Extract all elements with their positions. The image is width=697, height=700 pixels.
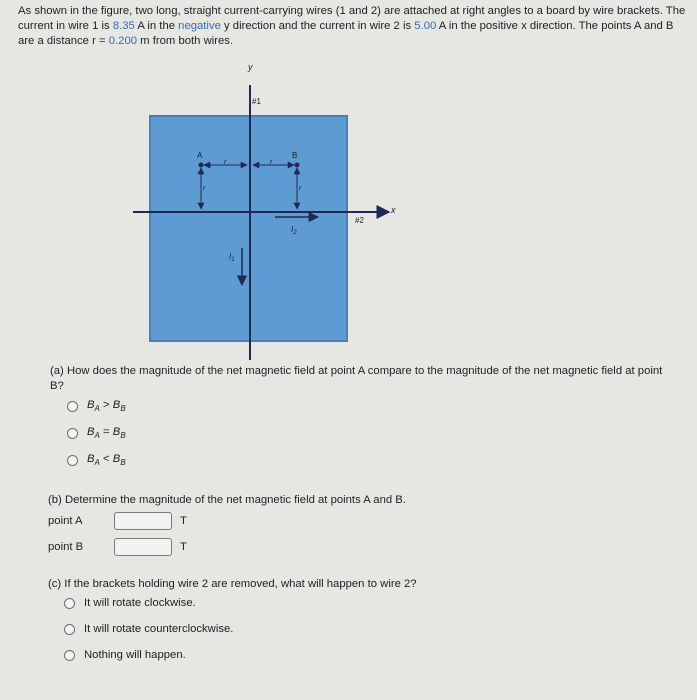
part-a-question: (a) How does the magnitude of the net magnetic field at point A compare to the magnitude of the net magnetic field at point B? xyxy=(50,365,663,392)
option-label: $B_A = B_B$ xyxy=(87,426,126,440)
option-label: $B_A > B_B$ xyxy=(87,399,126,413)
x-axis-label: x xyxy=(391,205,396,215)
board xyxy=(150,116,347,341)
current-wire-2: 5.00 xyxy=(414,20,437,32)
part-c-question: (c) If the brackets holding wire 2 are removed, what will happen to wire 2? xyxy=(48,578,417,590)
problem-text-4: A in the positive x direction. The points A and B are a distance r = xyxy=(18,20,674,47)
option-label: Nothing will happen. xyxy=(84,649,186,661)
radio-button[interactable] xyxy=(64,650,75,661)
point-a-label: A xyxy=(197,151,203,160)
problem-text-2: A in the xyxy=(134,20,179,32)
point-b-answer-label: point B xyxy=(48,541,84,553)
current-label-i2: $I_2$ xyxy=(291,225,297,236)
point-a-input[interactable] xyxy=(114,512,172,530)
direction-wire-1: negative xyxy=(178,20,221,32)
point-b-dot xyxy=(295,163,300,168)
option-nothing-happens[interactable] xyxy=(64,649,186,661)
part-b-question: (b) Determine the magnitude of the net magnetic field at points A and B. xyxy=(48,494,406,506)
option-ba-greater[interactable] xyxy=(67,399,126,413)
radio-button[interactable] xyxy=(64,624,75,635)
point-a-unit: T xyxy=(180,515,187,527)
answer-row-point-a xyxy=(48,512,187,530)
option-label: $B_A < B_B$ xyxy=(87,453,126,467)
y-axis-label: y xyxy=(248,62,253,72)
point-a-answer-label: point A xyxy=(48,515,83,527)
option-ba-less[interactable] xyxy=(67,453,126,467)
point-b-unit: T xyxy=(180,541,187,553)
r-label-b-h: r xyxy=(270,159,273,166)
distance-r: 0.200 xyxy=(108,35,138,47)
option-label: It will rotate clockwise. xyxy=(84,597,196,609)
option-rotate-clockwise[interactable] xyxy=(64,597,196,609)
problem-text-5: m from both wires. xyxy=(137,35,234,47)
answer-row-point-b xyxy=(48,538,187,556)
r-label-a-v: r xyxy=(203,185,206,192)
wire-2-label: #2 xyxy=(355,216,364,225)
radio-button[interactable] xyxy=(67,455,78,466)
point-b-label: B xyxy=(292,151,298,160)
option-ba-equal[interactable] xyxy=(67,426,126,440)
option-label: It will rotate counterclockwise. xyxy=(84,623,234,635)
option-rotate-counterclockwise[interactable] xyxy=(64,623,233,635)
wire-1-label: #1 xyxy=(252,97,261,106)
point-a-dot xyxy=(199,163,204,168)
r-label-a-h: r xyxy=(224,159,227,166)
problem-text-1: As shown in the figure, two long, straight current-carrying wires (1 and 2) are attached at right angles to a board by wire brackets. The current in wire 1 is xyxy=(18,5,686,32)
current-label-i1: $I_1$ xyxy=(229,252,235,263)
radio-button[interactable] xyxy=(64,598,75,609)
radio-button[interactable] xyxy=(67,428,78,439)
r-label-b-v: r xyxy=(299,185,302,192)
problem-text-3: y direction and the current in wire 2 is xyxy=(220,20,415,32)
point-b-input[interactable] xyxy=(114,538,172,556)
radio-button[interactable] xyxy=(67,401,78,412)
current-wire-1: 8.35 xyxy=(112,20,135,32)
